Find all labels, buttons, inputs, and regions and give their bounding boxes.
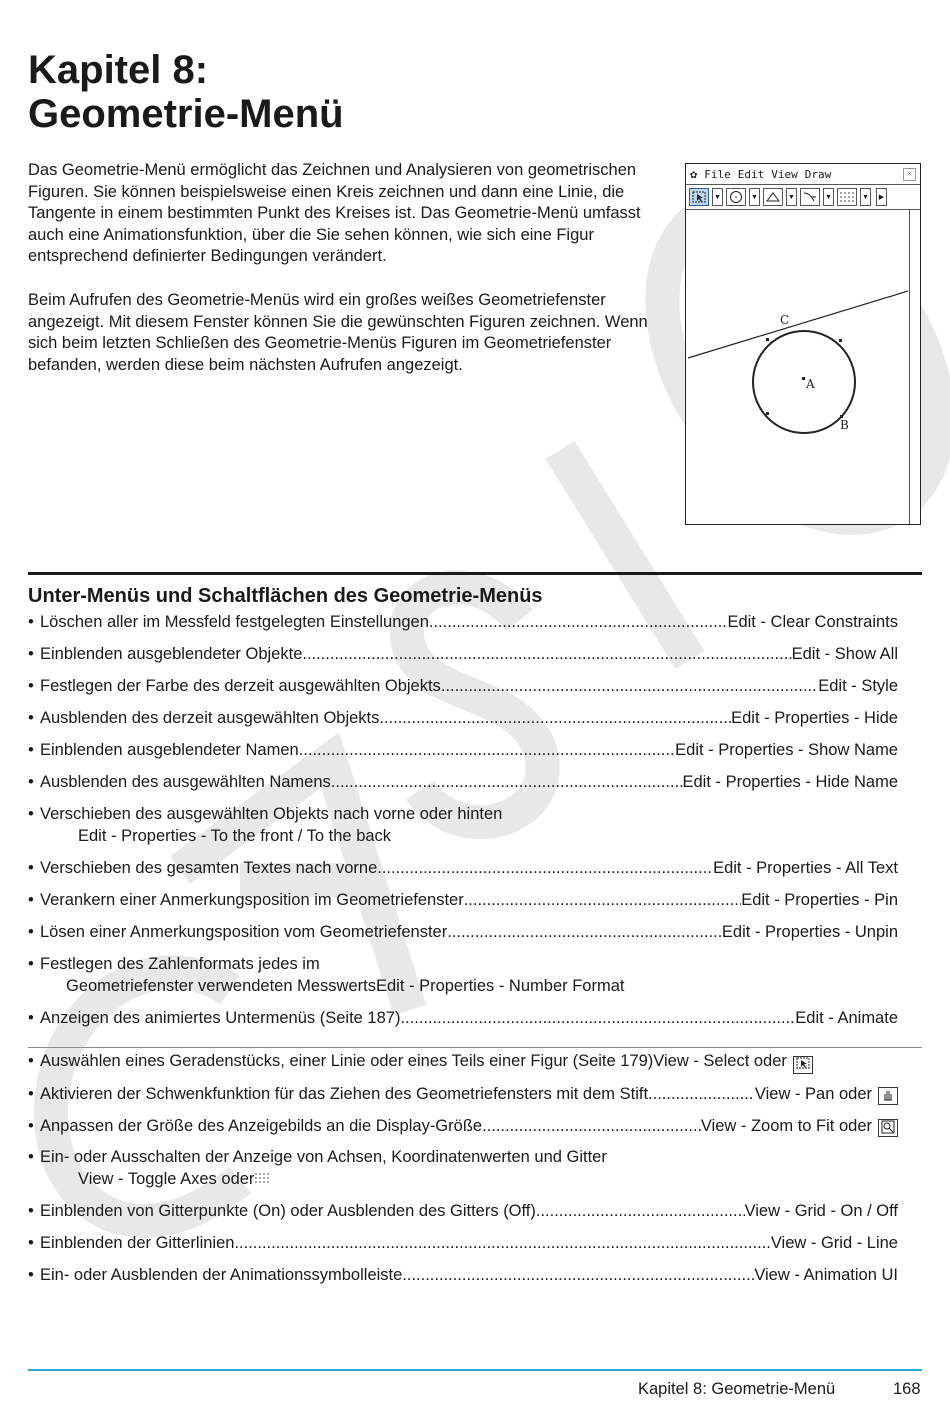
chapter-title-line-2: Geometrie-Menü bbox=[28, 92, 344, 136]
triangle-icon[interactable] bbox=[763, 188, 783, 206]
item-command: Edit - Properties - Pin bbox=[741, 891, 898, 909]
point-marker bbox=[766, 412, 769, 415]
list-item-continuation bbox=[28, 827, 898, 849]
item-label: Ein- oder Ausschalten der Anzeige von Achsen, Koordinatenwerten und Gitter bbox=[40, 1148, 607, 1166]
item-label: Auswählen eines Geradenstücks, einer Linie oder eines Teils einer Figur (Seite 179) bbox=[40, 1052, 654, 1070]
list-item: • Anpassen der Größe des Anzeigebilds an die Display-Größe ..... View - Zoom to Fit oder bbox=[28, 1116, 898, 1148]
select-icon[interactable] bbox=[689, 188, 709, 206]
item-command: View - Toggle Axes oder bbox=[78, 1170, 255, 1188]
point-c-marker bbox=[766, 338, 769, 341]
list-item: • Anzeigen des animiertes Untermenüs (Seite 187) ..... Edit - Animate bbox=[28, 1009, 898, 1041]
item-command: View - Grid - On / Off bbox=[744, 1202, 898, 1220]
section-divider bbox=[28, 572, 922, 575]
point-c-label: C bbox=[780, 313, 790, 327]
pan-icon[interactable] bbox=[878, 1087, 898, 1105]
close-icon[interactable]: ✕ bbox=[903, 168, 916, 181]
select-icon[interactable] bbox=[793, 1056, 813, 1074]
point-a-marker bbox=[802, 377, 805, 380]
item-command: Edit - Properties - To the front / To the back bbox=[78, 827, 392, 845]
item-command: Edit - Properties - All Text bbox=[713, 859, 898, 877]
footer-chapter-title: Kapitel 8: Geometrie-Menü bbox=[638, 1380, 836, 1398]
point-a-label: A bbox=[806, 377, 815, 391]
item-label: Geometriefenster verwendeten Messwerts bbox=[66, 977, 376, 995]
item-label: Verankern einer Anmerkungsposition im Geometriefenster bbox=[40, 891, 464, 909]
grid-icon[interactable] bbox=[837, 188, 857, 206]
item-command: Edit - Clear Constraints bbox=[727, 613, 898, 631]
chapter-title bbox=[28, 48, 344, 136]
list-item: • Verschieben des ausgewählten Objekts nach vorne oder hinten bbox=[28, 805, 503, 823]
list-item: • Einblenden der Gitterlinien ..... View - Grid - Line bbox=[28, 1234, 898, 1266]
item-label: Ein- oder Ausblenden der Animationssymbolleiste bbox=[40, 1266, 403, 1284]
item-command: View - Animation UI bbox=[754, 1266, 898, 1284]
menu-view[interactable]: View bbox=[771, 167, 798, 181]
list-item: • Ausblenden des derzeit ausgewählten Objekts ..... Edit - Properties - Hide bbox=[28, 709, 898, 741]
intro-text bbox=[28, 160, 668, 398]
list-item: • Ein- oder Ausschalten der Anzeige von Achsen, Koordinatenwerten und Gitter bbox=[28, 1148, 607, 1166]
point-b-label: B bbox=[840, 418, 849, 432]
item-label: Festlegen des Zahlenformats jedes im bbox=[40, 955, 320, 973]
item-label: Einblenden ausgeblendeter Objekte bbox=[40, 645, 303, 663]
item-command: Edit - Style bbox=[818, 677, 898, 695]
item-command: Edit - Properties - Show Name bbox=[675, 741, 898, 759]
circle-icon[interactable] bbox=[726, 188, 746, 206]
grid-icon[interactable] bbox=[254, 1170, 270, 1189]
list-item: • Einblenden ausgeblendeter Objekte ..... Edit - Show All bbox=[28, 645, 898, 677]
list-item: • Verankern einer Anmerkungsposition im Geometriefenster ..... Edit - Properties - Pin bbox=[28, 891, 898, 923]
intro-paragraph-1: Das Geometrie-Menü ermöglicht das Zeichnen und Analysieren von geometrischen Figuren. Sie können beispielsweise einen Kreis zeichnen und dann eine Linie, die Tangente in einem bestimmten Punkt des Kreises ist. Das Geometrie-Menü umfasst auch eine Animationsfunktion, über die Sie sehen können, wie sich eine Figur entsprechend definierter Bedingungen verändert. bbox=[28, 161, 641, 266]
list-item-continuation bbox=[28, 977, 898, 999]
item-command: Edit - Properties - Hide bbox=[731, 709, 898, 727]
list-item-continuation bbox=[28, 1170, 898, 1192]
list-item: • Einblenden von Gitterpunkte (On) oder Ausblenden des Gitters (Off) ..... View - Grid - On / Off bbox=[28, 1202, 898, 1234]
item-label: Löschen aller im Messfeld festgelegten Einstellungen bbox=[40, 613, 429, 631]
item-command: Edit - Properties - Unpin bbox=[721, 923, 898, 941]
scroll-right-icon[interactable]: ▶ bbox=[876, 188, 887, 206]
list-item: • Löschen aller im Messfeld festgelegten Einstellungen ..... Edit - Clear Constraints bbox=[28, 613, 898, 645]
chevron-down-icon[interactable]: ▼ bbox=[786, 188, 797, 206]
page-number: 168 bbox=[893, 1380, 921, 1398]
geometry-menu-bar bbox=[686, 164, 920, 185]
gear-icon[interactable]: ✿ bbox=[690, 167, 698, 181]
list-item: • Auswählen eines Geradenstücks, einer Linie oder eines Teils einer Figur (Seite 179) View - Select oder bbox=[28, 1052, 898, 1084]
zoom-to-fit-icon[interactable] bbox=[878, 1119, 898, 1137]
list-item: • Verschieben des gesamten Textes nach vorne ..... Edit - Properties - All Text bbox=[28, 859, 898, 891]
item-command: Edit - Properties - Number Format bbox=[375, 977, 625, 995]
item-command: View - Grid - Line bbox=[770, 1234, 898, 1252]
list-item: • Aktivieren der Schwenkfunktion für das Ziehen des Geometriefensters mit dem Stift ..... View - Pan oder bbox=[28, 1084, 898, 1116]
list-item: • Festlegen des Zahlenformats jedes im bbox=[28, 955, 320, 973]
geometry-canvas[interactable] bbox=[686, 210, 908, 522]
footer-divider bbox=[28, 1369, 922, 1371]
item-command: Edit - Animate bbox=[795, 1009, 898, 1027]
item-label: Anzeigen des animiertes Untermenüs (Seite 187) bbox=[40, 1009, 401, 1027]
point-marker bbox=[839, 339, 842, 342]
chevron-down-icon[interactable]: ▼ bbox=[712, 188, 723, 206]
geometry-window-screenshot bbox=[685, 163, 921, 525]
item-label: Verschieben des gesamten Textes nach vorne bbox=[40, 859, 378, 877]
item-label: Anpassen der Größe des Anzeigebilds an die Display-Größe bbox=[40, 1117, 483, 1135]
list-item: • Ein- oder Ausblenden der Animationssymbolleiste ..... View - Animation UI bbox=[28, 1266, 898, 1298]
item-label: Ausblenden des ausgewählten Namens bbox=[40, 773, 331, 791]
item-command: Edit - Show All bbox=[791, 645, 898, 663]
list-item: • Lösen einer Anmerkungsposition vom Geometriefenster ..... Edit - Properties - Unpin bbox=[28, 923, 898, 955]
tangent-line bbox=[688, 288, 908, 358]
item-label: Einblenden der Gitterlinien bbox=[40, 1234, 235, 1252]
curve-icon[interactable] bbox=[800, 188, 820, 206]
item-label: Einblenden von Gitterpunkte (On) oder Ausblenden des Gitters (Off) bbox=[40, 1202, 536, 1220]
section-heading: Unter-Menüs und Schaltflächen des Geometrie-Menüs bbox=[28, 585, 543, 607]
item-label: Aktivieren der Schwenkfunktion für das Ziehen des Geometriefensters mit dem Stift bbox=[40, 1085, 649, 1103]
chapter-title-line-1: Kapitel 8: bbox=[28, 48, 209, 92]
menu-file[interactable]: File bbox=[704, 167, 731, 181]
item-command: View - Pan oder bbox=[754, 1085, 872, 1103]
item-command: View - Select oder bbox=[653, 1052, 787, 1070]
chevron-down-icon[interactable]: ▼ bbox=[749, 188, 760, 206]
list-item: • Festlegen der Farbe des derzeit ausgewählten Objekts ..... Edit - Style bbox=[28, 677, 898, 709]
edit-submenu-list bbox=[28, 613, 898, 1041]
view-submenu-list bbox=[28, 1052, 898, 1298]
menu-edit[interactable]: Edit bbox=[737, 167, 765, 181]
item-label: Verschieben des ausgewählten Objekts nach vorne oder hinten bbox=[40, 805, 503, 823]
list-divider bbox=[28, 1047, 922, 1048]
chevron-down-icon[interactable]: ▼ bbox=[823, 188, 834, 206]
scrollbar[interactable] bbox=[909, 210, 920, 524]
item-label: Ausblenden des derzeit ausgewählten Objekts bbox=[40, 709, 380, 727]
item-command: Edit - Properties - Hide Name bbox=[682, 773, 898, 791]
geometry-toolbar bbox=[686, 185, 920, 210]
list-item: • Einblenden ausgeblendeter Namen ..... Edit - Properties - Show Name bbox=[28, 741, 898, 773]
item-command: View - Zoom to Fit oder bbox=[700, 1117, 872, 1135]
chevron-down-icon[interactable]: ▼ bbox=[860, 188, 871, 206]
list-item: • Ausblenden des ausgewählten Namens ..... Edit - Properties - Hide Name bbox=[28, 773, 898, 805]
item-label: Einblenden ausgeblendeter Namen bbox=[40, 741, 299, 759]
item-label: Festlegen der Farbe des derzeit ausgewählten Objekts bbox=[40, 677, 441, 695]
item-label: Lösen einer Anmerkungsposition vom Geometriefenster bbox=[40, 923, 448, 941]
menu-draw[interactable]: Draw bbox=[804, 167, 832, 181]
intro-paragraph-2: Beim Aufrufen des Geometrie-Menüs wird ein großes weißes Geometriefenster angezeigt. Mit diesem Fenster können Sie die gewünschten Figuren zeichnen. Wenn sich beim letzten Schließen des Geometrie-Menüs Figuren im Geometriefenster befanden, werden diese beim nächsten Aufrufen angezeigt. bbox=[28, 290, 648, 374]
